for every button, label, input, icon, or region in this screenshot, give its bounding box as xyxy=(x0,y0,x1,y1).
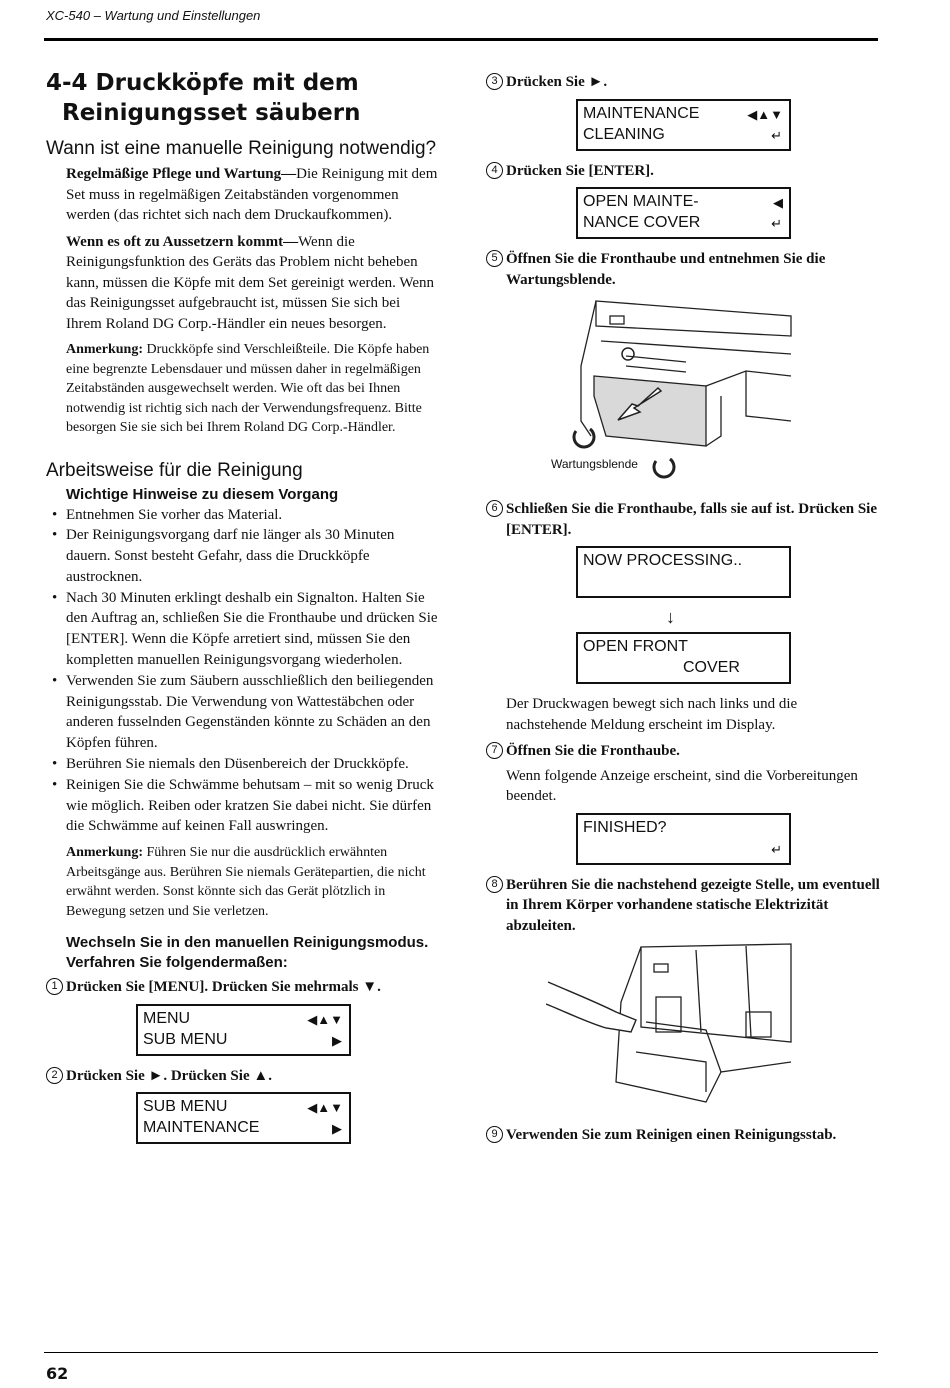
lcd-display-open-cover xyxy=(576,187,791,239)
right-column xyxy=(486,72,881,1150)
down-arrow-icon: ↓ xyxy=(666,607,675,627)
step-text: Drücken Sie [ENTER]. xyxy=(506,162,654,179)
note-label: Anmerkung: xyxy=(66,342,144,357)
step-text: Berühren Sie die nachstehend gezeigte Stelle, um eventuell in Ihrem Körper vorhandene statische Elektrizität abzuleiten. xyxy=(506,876,880,934)
list-item: • Entnehmen Sie vorher das Material. xyxy=(66,505,438,526)
lcd-line-1: MAINTENANCE xyxy=(583,104,700,122)
step-9 xyxy=(486,1125,881,1146)
printer-touch-illustration xyxy=(546,942,796,1112)
step-6 xyxy=(486,499,881,540)
list-item: • Verwenden Sie zum Säubern ausschließlich den beiliegenden Reinigungsstab. Die Verwendung von Wattestäbchen oder anderen fusselnden Gegenständen könnte zu Schäden an den Köpfen führen. xyxy=(66,671,438,754)
lcd-display-finished xyxy=(576,813,791,865)
paragraph-carriage-moves: Der Druckwagen bewegt sich nach links und die nachstehende Meldung erscheint im Display. xyxy=(506,696,798,733)
step-1 xyxy=(46,977,438,998)
step-text: Verwenden Sie zum Reinigen einen Reinigungsstab. xyxy=(506,1127,837,1143)
step-text: Öffnen Sie die Fronthaube. xyxy=(506,743,680,759)
paragraph-preparation-done: Wenn folgende Anzeige erscheint, sind die Vorbereitungen beendet. xyxy=(506,767,858,804)
step-number: 8 xyxy=(486,876,503,893)
list-item: • Berühren Sie niemals den Düsenbereich der Druckköpfe. xyxy=(66,754,438,775)
lcd-line-1: OPEN MAINTE- xyxy=(583,193,699,210)
heading-when-manual-cleaning: Wann ist eine manuelle Reinigung notwendig? xyxy=(46,138,437,159)
lead-regular-care: Regelmäßige Pflege und Wartung— xyxy=(66,166,297,182)
right-arrow-icon: ▶ xyxy=(332,1121,342,1137)
lcd-line-1: NOW PROCESSING.. xyxy=(583,552,743,569)
switch-mode-instruction: Wechseln Sie in den manuellen Reinigungsmodus. Verfahren Sie folgendermaßen: xyxy=(66,934,429,972)
lcd-line-1: OPEN FRONT xyxy=(583,638,688,655)
enter-icon: ↵ xyxy=(771,841,782,857)
left-column xyxy=(46,68,438,1154)
lcd-line-2: SUB MENU xyxy=(143,1030,228,1048)
step-text: Drücken Sie ►. Drücken Sie ▲. xyxy=(66,1067,272,1084)
step-number: 9 xyxy=(486,1126,503,1143)
arrow-keys-icon: ◀▲▼ xyxy=(307,1100,343,1116)
list-item: • Reinigen Sie die Schwämme behutsam – mit so wenig Druck wie möglich. Reiben oder kratzen Sie dabei nicht. Sie dürfen die Schwämme auf keinen Fall auswringen. xyxy=(66,775,438,837)
lcd-line-1: FINISHED? xyxy=(583,818,667,836)
figure-touch-static-discharge xyxy=(546,942,881,1117)
lcd-line-2: COVER xyxy=(683,659,740,676)
step-7 xyxy=(486,741,881,762)
step-text: Öffnen Sie die Fronthaube und entnehmen Sie die Wartungsblende. xyxy=(506,251,826,288)
lcd-line-1: MENU xyxy=(143,1009,191,1027)
step-2 xyxy=(46,1066,438,1087)
step-number: 3 xyxy=(486,73,503,90)
arrow-keys-icon: ◀▲▼ xyxy=(747,106,783,122)
step-number: 6 xyxy=(486,500,503,517)
figure-remove-maintenance-cover xyxy=(546,296,881,491)
step-text: Drücken Sie [MENU]. Drücken Sie mehrmals ▼. xyxy=(66,979,381,996)
note-only-described-steps xyxy=(66,843,438,921)
step-number: 7 xyxy=(486,742,503,759)
note-text: Druckköpfe sind Verschleißteile. Die Köpfe haben eine begrenzte Lebensdauer und müssen daher in regelmäßigen Zeitabständen ausgewechselt werden. Wie oft das bei Ihnen notwendig ist richtig sich nach der Verwendungsfrequenz. Bitte besorgen Sie sie sich bei Ihrem Roland DG Corp.-Händler. xyxy=(66,342,430,435)
step-3 xyxy=(486,72,881,93)
step-5 xyxy=(486,249,881,290)
step-text: Drücken Sie ►. xyxy=(506,74,608,90)
heading-procedure: Arbeitsweise für die Reinigung xyxy=(46,459,303,481)
text-frequent-dropouts: Wenn die Reinigungsfunktion des Geräts das Problem nicht beheben kann, müssen die Köpfe mit dem Set gereinigt werden. Wenn das Reinigungsset aufgebraucht ist, müssen Sie sich bei Ihrem Roland DG Corp.-Händler ein neues besorgen. xyxy=(66,233,435,332)
lcd-display-submenu xyxy=(136,1092,351,1144)
lcd-line-2: MAINTENANCE xyxy=(143,1119,260,1137)
note-heads-wear xyxy=(66,340,438,438)
step-8 xyxy=(486,875,881,937)
paragraph-regular-care xyxy=(66,164,438,226)
lcd-line-1: SUB MENU xyxy=(143,1098,228,1116)
note-text: Führen Sie nur die ausdrücklich erwähnten Arbeitsgänge aus. Berühren Sie niemals Gerätepartien, die nicht erwähnt werden. Sonst könnte sich das Gerät plötzlich in Bewegung setzen und Sie verletzen. xyxy=(66,845,426,919)
lcd-line-2: CLEANING xyxy=(583,125,665,143)
notes-list xyxy=(46,505,438,838)
text-regular-care: Die Reinigung mit dem Set muss in regelmäßigen Zeitabständen vorgenommen werden (das richtet sich nach dem Druckaufkommen). xyxy=(66,166,438,223)
step-4 xyxy=(486,161,881,182)
arrow-keys-icon: ◀▲▼ xyxy=(307,1011,343,1027)
right-arrow-icon: ▶ xyxy=(332,1032,342,1048)
enter-icon: ↵ xyxy=(771,127,782,143)
step-number: 1 xyxy=(46,978,63,995)
paragraph-frequent-dropouts xyxy=(66,232,438,335)
step-number: 2 xyxy=(46,1067,63,1084)
running-header: XC-540 – Wartung und Einstellungen xyxy=(46,8,261,23)
lcd-line-2: NANCE COVER xyxy=(583,214,701,231)
step-number: 5 xyxy=(486,250,503,267)
left-arrow-icon: ◀ xyxy=(773,195,783,210)
step-number: 4 xyxy=(486,162,503,179)
header-rule xyxy=(44,38,878,41)
note-label: Anmerkung: xyxy=(66,845,144,861)
enter-icon: ↵ xyxy=(771,216,782,231)
lead-frequent-dropouts: Wenn es oft zu Aussetzern kommt— xyxy=(66,233,299,250)
list-item: • Der Reinigungsvorgang darf nie länger als 30 Minuten dauern. Sonst besteht Gefahr, dass die Druckköpfe austrocknen. xyxy=(66,525,438,587)
heading-important-notes: Wichtige Hinweise zu diesem Vorgang xyxy=(66,485,339,503)
section-title: 4-4 Druckköpfe mit dem Reinigungsset säubern xyxy=(46,70,361,126)
lcd-display-maintenance xyxy=(576,99,791,151)
lcd-display-menu xyxy=(136,1004,351,1056)
footer-rule xyxy=(44,1352,878,1353)
printer-illustration xyxy=(546,296,796,486)
page-number: 62 xyxy=(46,1364,69,1383)
step-text: Schließen Sie die Fronthaube, falls sie auf ist. Drücken Sie [ENTER]. xyxy=(506,501,878,538)
figure-label-wartungsblende: Wartungsblende xyxy=(551,457,638,471)
lcd-display-processing xyxy=(576,546,791,598)
lcd-display-open-front-cover xyxy=(576,632,791,684)
list-item: • Nach 30 Minuten erklingt deshalb ein Signalton. Halten Sie den Auftrag an, schließen Sie die Fronthaube und drücken Sie [ENTER]. Wenn die Köpfe arretiert sind, müssen Sie den kompletten manuellen Reinigungsvorgang wiederholen. xyxy=(66,588,438,671)
